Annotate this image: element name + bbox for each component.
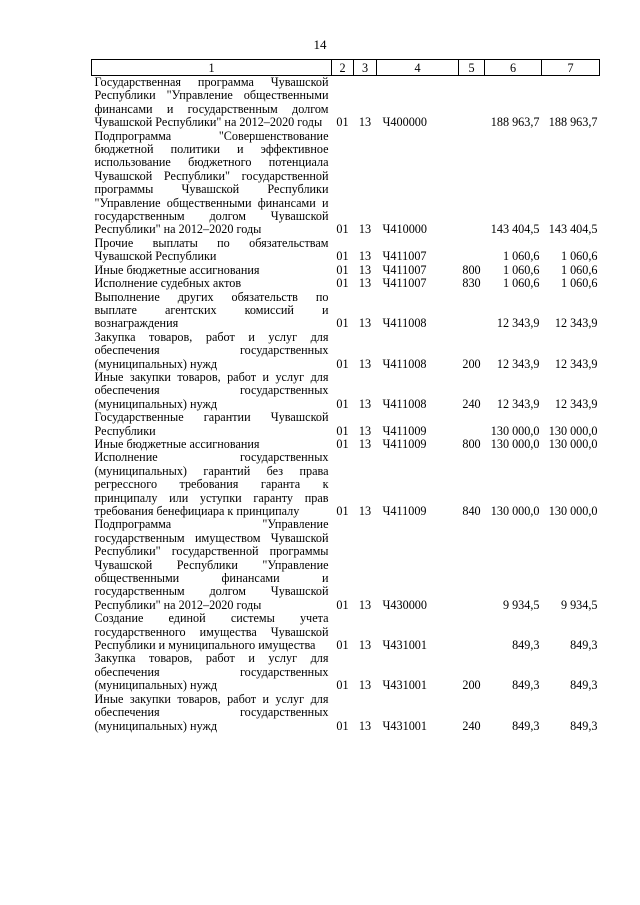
column-header-7: 7 — [542, 60, 600, 76]
amount-col6: 849,3 — [512, 718, 540, 733]
expense-type-code — [459, 411, 485, 438]
section-code: 01 — [336, 678, 349, 693]
target-article-code: Ч411009 — [382, 436, 427, 451]
expense-type-code — [459, 291, 485, 331]
section-code: 01 — [336, 504, 349, 518]
subsection-code: 13 — [358, 504, 372, 518]
row-name: Государственная программа Чувашской Республики "Управление общественными финансами и государственным долгом Чувашской Республики" на 2012–2020 годы — [94, 75, 329, 130]
table-row — [92, 76, 600, 130]
table-row — [92, 331, 600, 371]
row-name: Государственные гарантии Чувашской Республики — [94, 410, 329, 438]
target-article-code: Ч431001 — [382, 678, 427, 693]
subsection-code: 13 — [358, 638, 372, 653]
target-article-code: Ч411007 — [382, 262, 427, 277]
subsection-code: 13 — [358, 356, 372, 371]
amount-col7: 12 343,9 — [554, 396, 598, 411]
section-code: 01 — [336, 597, 349, 612]
expense-type-code: 830 — [462, 276, 481, 291]
amount-col6: 12 343,9 — [496, 316, 540, 331]
amount-col7: 12 343,9 — [554, 356, 598, 371]
amount-col7: 130 000,0 — [548, 504, 598, 518]
amount-col6: 1 060,6 — [502, 262, 540, 277]
subsection-code: 13 — [358, 396, 372, 411]
amount-col6: 1 060,6 — [502, 276, 540, 291]
target-article-code: Ч400000 — [382, 115, 427, 130]
table-row — [92, 652, 600, 692]
expense-type-code: 840 — [462, 504, 481, 518]
table-row — [92, 237, 600, 264]
column-header-5: 5 — [459, 60, 485, 76]
column-header-4: 4 — [377, 60, 459, 76]
table-row — [92, 371, 600, 411]
section-code: 01 — [336, 115, 349, 130]
column-header-6: 6 — [485, 60, 542, 76]
target-article-code: Ч410000 — [382, 222, 427, 237]
section-code: 01 — [336, 316, 349, 331]
section-code: 01 — [336, 356, 349, 371]
table-row — [92, 291, 600, 331]
row-name: Подпрограмма "Совершенствование бюджетной политики и эффективное использование бюджетного потенциала Чувашской Республики" государственной программы Чувашской Республики "Управление общественными финансами и государственным долгом Чувашской Республики" на 2012–2020 годы — [94, 128, 329, 237]
table-row — [92, 693, 600, 733]
target-article-code: Ч411009 — [382, 504, 427, 518]
section-code: 01 — [336, 396, 349, 411]
amount-col7: 849,3 — [570, 678, 598, 693]
subsection-code: 13 — [358, 678, 372, 693]
expense-type-code: 800 — [462, 262, 481, 277]
target-article-code: Ч431001 — [382, 638, 427, 653]
row-name: Прочие выплаты по обязательствам Чувашской Республики — [94, 235, 329, 264]
subsection-code: 13 — [358, 436, 372, 451]
amount-col6: 849,3 — [512, 638, 540, 653]
table-row — [92, 518, 600, 612]
expense-type-code: 800 — [462, 436, 481, 451]
target-article-code: Ч411008 — [382, 396, 427, 411]
amount-col7: 1 060,6 — [560, 249, 598, 264]
table-row — [92, 277, 600, 290]
amount-col6: 130 000,0 — [490, 504, 540, 518]
expense-type-code — [459, 518, 485, 612]
row-name: Подпрограмма "Управление государственным имуществом Чувашской Республики" государственной программы Чувашской Республики "Управление общественными финансами и государственным долгом Чувашской Республики" на 2012–2020 годы — [94, 517, 329, 612]
table-row — [92, 451, 600, 518]
amount-col7: 1 060,6 — [560, 262, 598, 277]
target-article-code: Ч411007 — [382, 276, 427, 291]
amount-col7: 9 934,5 — [560, 597, 598, 612]
row-name: Иные закупки товаров, работ и услуг для обеспечения государственных (муниципальных) нужд — [94, 691, 329, 733]
amount-col7: 188 963,7 — [548, 115, 598, 130]
amount-col7: 12 343,9 — [554, 316, 598, 331]
table-row — [92, 438, 600, 451]
subsection-code: 13 — [358, 597, 372, 612]
column-header-1: 1 — [92, 60, 332, 76]
row-name: Закупка товаров, работ и услуг для обеспечения государственных (муниципальных) нужд — [94, 329, 329, 371]
subsection-code: 13 — [358, 249, 372, 264]
amount-col6: 130 000,0 — [490, 423, 540, 438]
target-article-code: Ч411009 — [382, 423, 427, 438]
amount-col7: 849,3 — [570, 718, 598, 733]
section-code: 01 — [336, 222, 349, 237]
header-row — [92, 60, 600, 76]
amount-col6: 12 343,9 — [496, 356, 540, 371]
amount-col7: 143 404,5 — [548, 222, 598, 237]
section-code: 01 — [336, 436, 349, 451]
target-article-code: Ч411008 — [382, 316, 427, 331]
target-article-code: Ч430000 — [382, 597, 427, 612]
section-code: 01 — [336, 262, 349, 277]
table-header — [92, 60, 600, 76]
row-name: Исполнение судебных актов — [94, 276, 242, 291]
table-row — [92, 411, 600, 438]
section-code: 01 — [336, 718, 349, 733]
row-name: Иные закупки товаров, работ и услуг для обеспечения государственных (муниципальных) нужд — [94, 369, 329, 411]
expense-type-code — [459, 76, 485, 130]
budget-table — [91, 59, 600, 733]
section-code: 01 — [336, 638, 349, 653]
section-code: 01 — [336, 423, 349, 438]
amount-col6: 188 963,7 — [490, 115, 540, 130]
target-article-code: Ч431001 — [382, 718, 427, 733]
section-code: 01 — [336, 276, 349, 291]
row-name: Иные бюджетные ассигнования — [94, 262, 260, 277]
expense-type-code — [459, 130, 485, 237]
target-article-code: Ч411008 — [382, 356, 427, 371]
amount-col7: 130 000,0 — [548, 436, 598, 451]
column-header-2: 2 — [332, 60, 354, 76]
subsection-code: 13 — [358, 115, 372, 130]
expense-type-code: 240 — [462, 396, 481, 411]
column-header-3: 3 — [354, 60, 377, 76]
expense-type-code — [459, 237, 485, 264]
amount-col6: 12 343,9 — [496, 396, 540, 411]
amount-col6: 849,3 — [512, 678, 540, 693]
table-body — [92, 76, 600, 733]
amount-col6: 143 404,5 — [490, 222, 540, 237]
amount-col7: 849,3 — [570, 638, 598, 653]
expense-type-code: 240 — [462, 718, 481, 733]
subsection-code: 13 — [358, 262, 372, 277]
page-number: 14 — [313, 37, 327, 52]
row-name: Создание единой системы учета государственного имущества Чувашской Республики и муниципального имущества — [94, 611, 329, 653]
amount-col7: 1 060,6 — [560, 276, 598, 291]
subsection-code: 13 — [358, 222, 372, 237]
section-code: 01 — [336, 249, 349, 264]
subsection-code: 13 — [358, 423, 372, 438]
expense-type-code: 200 — [462, 678, 481, 693]
expense-type-code: 200 — [462, 356, 481, 371]
subsection-code: 13 — [358, 276, 372, 291]
amount-col7: 130 000,0 — [548, 423, 598, 438]
amount-col6: 1 060,6 — [502, 249, 540, 264]
table-row — [92, 612, 600, 652]
row-name: Закупка товаров, работ и услуг для обеспечения государственных (муниципальных) нужд — [94, 651, 329, 693]
subsection-code: 13 — [358, 718, 372, 733]
table-row — [92, 264, 600, 277]
row-name: Выполнение других обязательств по выплате агентских комиссий и вознаграждения — [94, 289, 329, 331]
amount-col6: 9 934,5 — [502, 597, 540, 612]
target-article-code: Ч411007 — [382, 249, 427, 264]
row-name: Исполнение государственных (муниципальных) гарантий без права регрессного требования гаранта к принципалу или уступки гаранту прав требования бенефициара к принципалу — [94, 450, 329, 518]
table-row — [92, 130, 600, 237]
expense-type-code — [459, 612, 485, 652]
amount-col6: 130 000,0 — [490, 436, 540, 451]
row-name: Иные бюджетные ассигнования — [94, 436, 260, 451]
subsection-code: 13 — [358, 316, 372, 331]
